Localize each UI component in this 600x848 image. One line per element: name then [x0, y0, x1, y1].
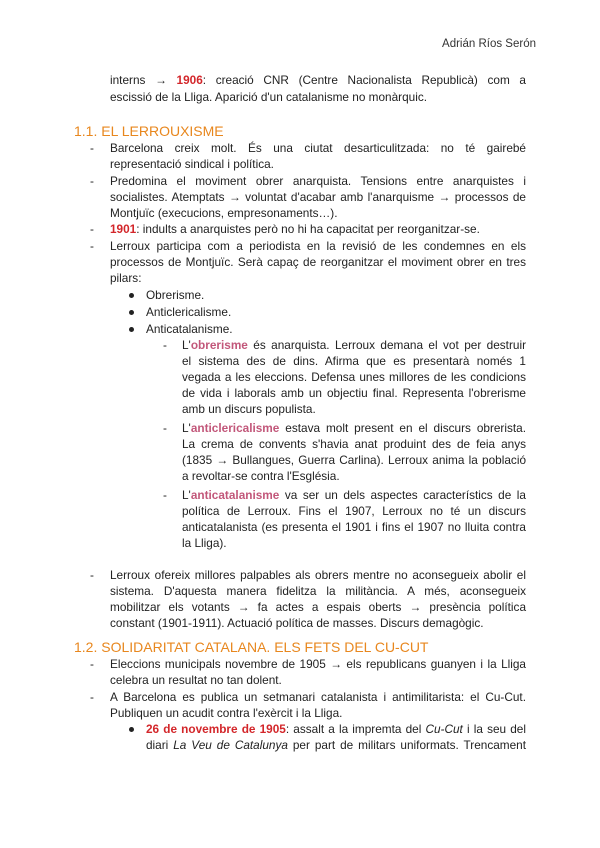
- dash-marker: -: [163, 421, 167, 435]
- s11-b5-l4: constant (1901-1911). Actuació política de masses. Discurs demagògic.: [110, 616, 484, 630]
- year-1906: 1906: [176, 73, 203, 87]
- s11-b2-l2: socialistes. Atemptats → voluntat d'acabar amb l'anarquisme → processos de: [110, 190, 526, 204]
- s11-b4-l1: Lerroux participa com a periodista en la revisió de les condemnes en els: [110, 239, 526, 253]
- s12-b1-l2: celebra un resultat no tan dolent.: [110, 673, 282, 687]
- author-name: Adrián Ríos Serón: [442, 38, 536, 50]
- intro-line-1: interns → 1906: creació CNR (Centre Nacionalista Republicà) com a: [110, 73, 526, 87]
- detail-obrerisme-l4: de vida i laborals amb un objectiu final. Representa l'obrerisme: [182, 386, 526, 400]
- detail-anticlericalisme-l3: (1835 → Bullangues, Guerra Carlina). Lerroux anima la població: [182, 453, 526, 467]
- detail-anticlericalisme-l4: a revoltar-se contra l'Església.: [182, 469, 340, 483]
- s11-b4-l2: processos de Montjuïc. Serà capaç de reorganitzar el moviment obrer en tres: [110, 255, 526, 269]
- section-heading-solidaritat: 1.2. SOLIDARITAT CATALANA. ELS FETS DEL CU-CUT: [74, 639, 429, 655]
- detail-anticlericalisme-l2: La crema de convents s'havia anat produint des de feia anys: [182, 437, 526, 451]
- detail-anticlericalisme-l1: L'anticlericalisme estava molt present en el discurs obrerista.: [182, 421, 526, 435]
- term-anticlericalisme: anticlericalisme: [190, 421, 280, 435]
- detail-anticatalanisme-l3: anticatalanista (es presenta el 1901 i fins el 1907 no lluita contra: [182, 520, 526, 534]
- s12-event-l2: diari La Veu de Catalunya per part de militars uniformats. Trencament: [146, 738, 526, 752]
- dash-marker: -: [90, 222, 94, 236]
- bullet-dot: [129, 327, 134, 332]
- dash-marker: -: [163, 488, 167, 502]
- s11-b1-l2: representació sindical i política.: [110, 157, 274, 171]
- pillar-obrerisme: Obrerisme.: [146, 288, 205, 302]
- s11-b5-l3: mobilitzar els votants → fa actes a espais oberts → presència política: [110, 600, 526, 614]
- s11-b5-l1: Lerroux ofereix millores palpables als obrers mentre no aconsegueix abolir el: [110, 568, 526, 582]
- dash-marker: -: [90, 239, 94, 253]
- detail-obrerisme-l1: L'obrerisme és anarquista. Lerroux demana el vot per destruir: [182, 338, 526, 352]
- s12-event-l1: 26 de novembre de 1905: assalt a la impremta del Cu-Cut i la seu del: [146, 722, 526, 736]
- s11-b3: 1901: indults a anarquistes però no hi ha capacitat per reorganitzar-se.: [110, 222, 480, 236]
- s12-b1-l1: Eleccions municipals novembre de 1905 → els republicans guanyen i la Lliga: [110, 657, 526, 671]
- date-26-nov-1905: 26 de novembre de 1905: [146, 722, 286, 736]
- s11-b1-l1: Barcelona creix molt. És una ciutat desarticulitzada: no té gairebé: [110, 141, 526, 155]
- bullet-dot: [129, 310, 134, 315]
- s11-b2-l1: Predomina el moviment obrer anarquista. Tensions entre anarquistes i: [110, 174, 526, 188]
- s11-b2-l3: Montjuïc (execucions, empresonaments…).: [110, 206, 338, 220]
- detail-anticatalanisme-l4: la Lliga).: [182, 536, 227, 550]
- dash-marker: -: [90, 141, 94, 155]
- dash-marker: -: [90, 657, 94, 671]
- year-1901: 1901: [110, 222, 137, 236]
- detail-anticatalanisme-l1: L'anticatalanisme va ser un dels aspectes característics de la: [182, 488, 526, 502]
- pillar-anticlericalisme: Anticlericalisme.: [146, 305, 232, 319]
- term-obrerisme: obrerisme: [190, 338, 248, 352]
- intro-line-2: escissió de la Lliga. Aparició d'un catalanisme no monàrquic.: [110, 90, 428, 104]
- bullet-dot: [129, 727, 134, 732]
- dash-marker: -: [90, 174, 94, 188]
- s12-b2-l2: Publiquen un acudit contra l'exèrcit i la Lliga.: [110, 706, 343, 720]
- pillar-anticatalanisme: Anticatalanisme.: [146, 322, 233, 336]
- dash-marker: -: [90, 690, 94, 704]
- section-heading-lerrouxisme: 1.1. EL LERROUXISME: [74, 123, 224, 139]
- dash-marker: -: [90, 568, 94, 582]
- bullet-dot: [129, 293, 134, 298]
- term-anticatalanisme: anticatalanisme: [190, 488, 280, 502]
- s11-b4-l3: pilars:: [110, 271, 142, 285]
- detail-obrerisme-l2: el sistema des de dins. Afirma que es presentarà només 1: [182, 354, 526, 368]
- detail-obrerisme-l3: vegada a les eleccions. Defensa unes millores de les condicions: [182, 370, 526, 384]
- detail-anticatalanisme-l2: política de Lerroux. Fins el 1907, Lerroux no té un discurs: [182, 504, 526, 518]
- s11-b5-l2: sistema. D'aquesta manera fidelitza la militància. A més, aconsegueix: [110, 584, 526, 598]
- s12-b2-l1: A Barcelona es publica un setmanari catalanista i antimilitarista: el Cu-Cut.: [110, 690, 526, 704]
- dash-marker: -: [163, 338, 167, 352]
- detail-obrerisme-l5: amb un discurs populista.: [182, 402, 316, 416]
